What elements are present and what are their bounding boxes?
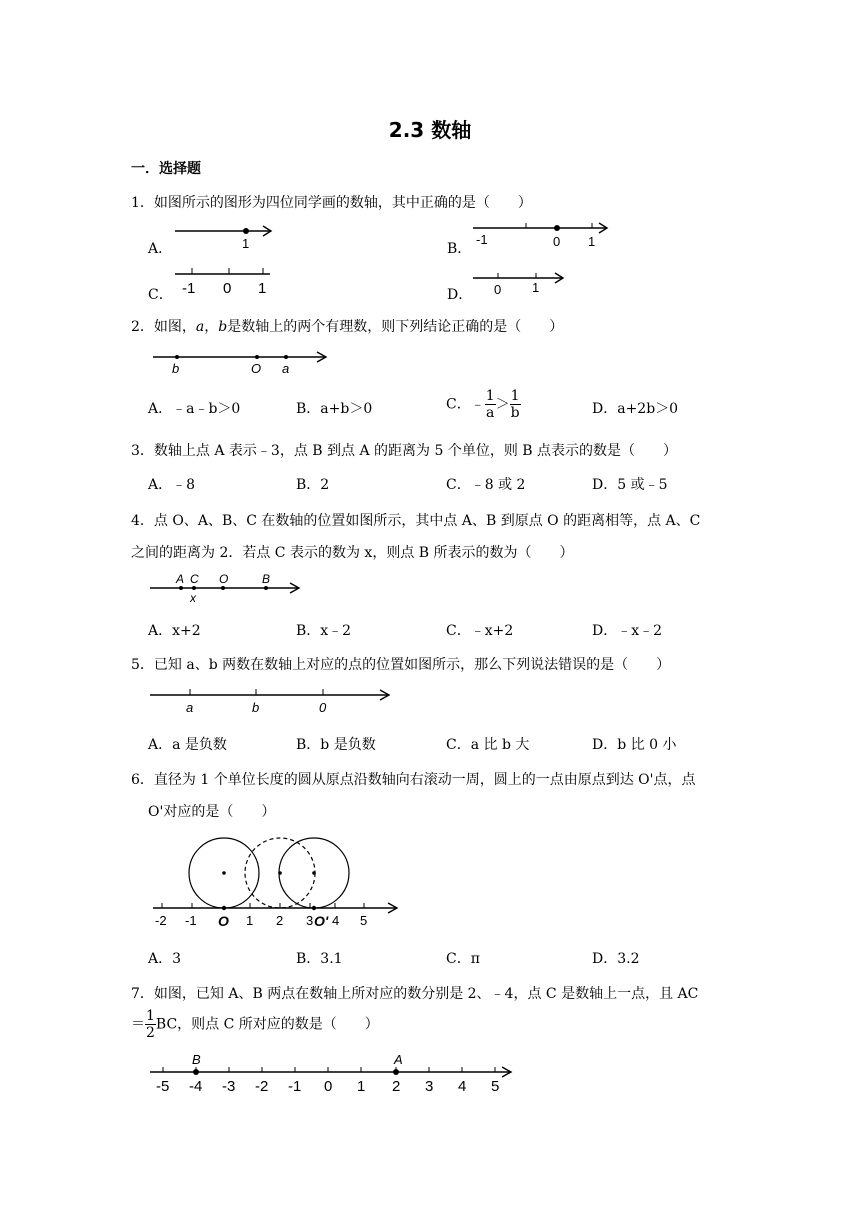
q7-fig-b: B	[192, 1052, 201, 1067]
q7-fig-a: A	[394, 1052, 403, 1067]
q1-a-tick-1: 1	[242, 236, 250, 250]
q7-numberline	[148, 1050, 518, 1096]
q4-fig-o: O	[219, 572, 229, 586]
q6-tick-3: 3	[306, 913, 314, 928]
q2-option-c[interactable]: C．﹣ $\frac{1}{a}$ ＞ $\frac{1}{b}$	[446, 388, 520, 421]
question-2-stem: 2．如图，a，b是数轴上的两个有理数，则下列结论正确的是（ ）	[131, 319, 564, 335]
q2-option-b[interactable]: B．a+b＞0	[296, 401, 373, 417]
q3-option-c[interactable]: C．﹣8 或 2	[446, 477, 526, 493]
q4-fig-b: B	[262, 572, 271, 586]
q5-fig-b: b	[252, 700, 260, 715]
q5-fig-0: 0	[319, 700, 327, 715]
question-4-stem-line-2: 之间的距离为 2．若点 C 表示的数为 x，则点 B 所表示的数为（ ）	[131, 545, 574, 561]
q7-tick-neg3: -3	[222, 1078, 236, 1095]
q3-option-a[interactable]: A．﹣8	[148, 477, 196, 493]
q1-d-tick-0: 0	[494, 282, 502, 297]
question-6-stem-line-1: 6．直径为 1 个单位长度的圆从原点沿数轴向右滚动一周，圆上的一点由原点到达 O'点，点	[131, 772, 696, 788]
q4-option-a[interactable]: A．x+2	[148, 623, 201, 639]
q4-numberline	[148, 570, 308, 606]
q2-option-d[interactable]: D．a+2b＞0	[592, 401, 679, 417]
q1-c-tick-1: 1	[258, 280, 267, 297]
question-3-stem: 3．数轴上点 A 表示﹣3，点 B 到点 A 的距离为 5 个单位，则 B 点表示的数是（ ）	[131, 443, 678, 459]
q6-tick-4: 4	[332, 913, 340, 928]
question-1-stem: 1．如图所示的图形为四位同学画的数轴，其中正确的是（ ）	[131, 195, 532, 211]
q7-tick-2: 2	[392, 1078, 401, 1095]
page-title: 2.3 数轴	[388, 118, 472, 142]
q7-tick-4: 4	[458, 1078, 467, 1095]
q7-tick-neg2: -2	[255, 1078, 269, 1095]
q2-option-a[interactable]: A．﹣a﹣b＞0	[148, 401, 241, 417]
q4-option-c[interactable]: C．﹣x+2	[446, 623, 514, 639]
q1-option-d-label[interactable]: D．	[447, 287, 473, 303]
q2-fig-a: a	[282, 361, 290, 376]
section-heading: 一．选择题	[131, 161, 201, 177]
q1-option-b-label[interactable]: B．	[447, 241, 472, 257]
question-4-stem-line-1: 4．点 O、A、B、C 在数轴的位置如图所示，其中点 A、B 到原点 O 的距离相等，点 A、C	[131, 513, 701, 529]
q5-option-d[interactable]: D．b 比 0 小	[592, 737, 677, 753]
q6-tick-neg2: -2	[155, 913, 167, 928]
q2-fig-b: b	[172, 361, 180, 376]
question-6-stem-line-2: O'对应的是（ ）	[148, 804, 276, 820]
q6-tick-neg1: -1	[185, 913, 197, 928]
q6-tick-5: 5	[360, 913, 368, 928]
q1-option-c-numberline	[172, 266, 277, 298]
q1-option-d-numberline	[470, 268, 570, 298]
q7-tick-0: 0	[324, 1078, 333, 1095]
q3-option-b[interactable]: B．2	[296, 477, 330, 493]
q7-tick-neg4: -4	[189, 1078, 203, 1095]
q4-fig-a: A	[176, 572, 185, 586]
q1-option-a-numberline	[170, 220, 280, 250]
q7-tick-neg5: -5	[156, 1078, 170, 1095]
question-7-stem-line-2: ＝ $\frac{1}{2}$ BC，则点 C 所对应的数是（ ）	[131, 1008, 379, 1041]
question-5-stem: 5．已知 a、b 两数在数轴上对应的点的位置如图所示，那么下列说法错误的是（ ）	[131, 657, 671, 673]
q4-option-d[interactable]: D．﹣x﹣2	[592, 623, 663, 639]
q1-b-tick-neg1: -1	[476, 232, 488, 247]
q1-option-c-label[interactable]: C．	[148, 287, 173, 303]
q5-option-c[interactable]: C．a 比 b 大	[446, 737, 530, 753]
q7-tick-5: 5	[491, 1078, 500, 1095]
q7-tick-neg1: -1	[288, 1078, 302, 1095]
q5-fig-a: a	[186, 700, 194, 715]
q1-d-tick-1: 1	[532, 280, 540, 295]
question-7-stem-line-1: 7．如图，已知 A、B 两点在数轴上所对应的数分别是 2、﹣4，点 C 是数轴上一点，且 AC	[131, 986, 699, 1002]
q1-c-tick-0: 0	[223, 280, 232, 297]
q5-numberline	[148, 685, 398, 717]
q4-fig-x: x	[190, 591, 196, 605]
q1-option-a-label[interactable]: A．	[148, 241, 173, 257]
q5-option-b[interactable]: B．b 是负数	[296, 737, 376, 753]
q7-tick-3: 3	[425, 1078, 434, 1095]
q5-option-a[interactable]: A．a 是负数	[148, 737, 227, 753]
q1-b-tick-0: 0	[553, 234, 561, 249]
q6-tick-1: 1	[246, 913, 254, 928]
q6-rolling-circle-figure	[148, 836, 408, 932]
q1-option-b-numberline	[470, 220, 615, 250]
q6-option-b[interactable]: B．3.1	[296, 951, 343, 967]
q4-option-b[interactable]: B．x﹣2	[296, 623, 352, 639]
q2-numberline	[150, 345, 335, 377]
q6-tick-2: 2	[276, 913, 284, 928]
q6-tick-o: O	[218, 913, 229, 929]
q4-fig-c: C	[190, 572, 199, 586]
q6-tick-o-prime: O'	[314, 913, 329, 929]
q1-c-tick-neg1: -1	[182, 280, 196, 297]
q6-option-a[interactable]: A．3	[148, 951, 182, 967]
q2-fig-o: O	[251, 361, 262, 376]
q1-b-tick-1: 1	[588, 234, 596, 249]
q3-option-d[interactable]: D．5 或﹣5	[592, 477, 668, 493]
q6-option-d[interactable]: D．3.2	[592, 951, 640, 967]
q6-option-c[interactable]: C．π	[446, 951, 480, 967]
q7-tick-1: 1	[357, 1078, 366, 1095]
